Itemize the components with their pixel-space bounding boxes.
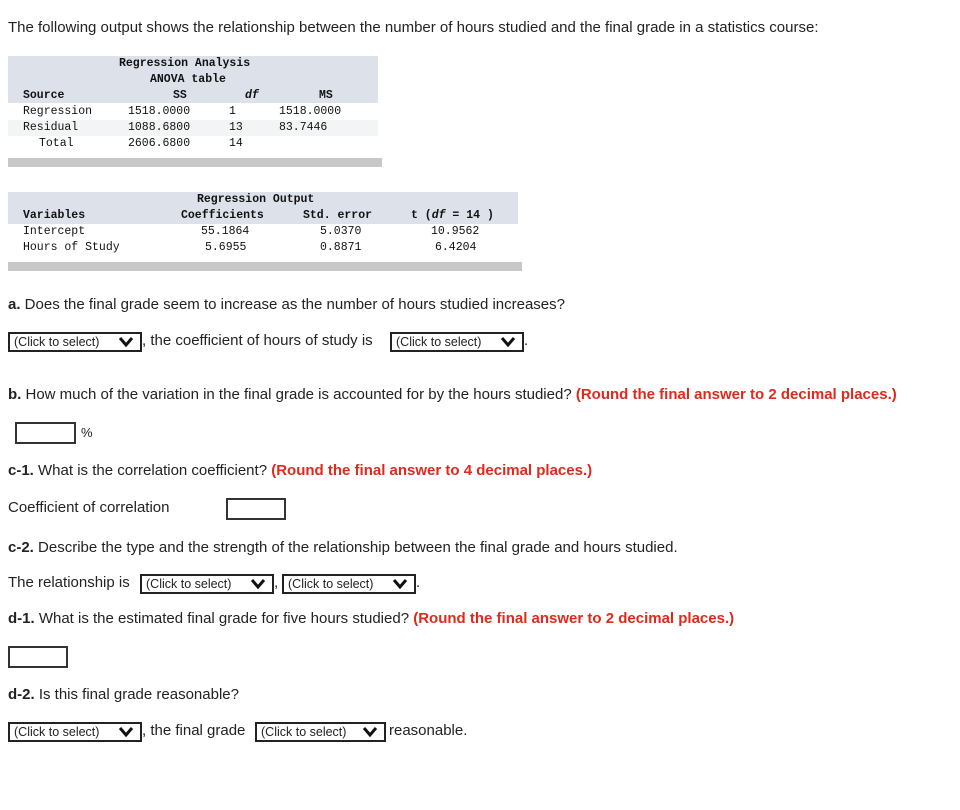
chevron-down-icon <box>118 726 134 738</box>
regression-cell-se: 0.8871 <box>320 241 362 254</box>
c2-end: . <box>416 574 421 591</box>
a-middle-text: , the coefficient of hours of study is <box>142 332 373 349</box>
regression-col-t: t (df = 14 ) <box>411 209 494 222</box>
anova-col-df: df <box>245 89 259 102</box>
d2-middle-text: , the final grade <box>142 722 246 739</box>
anova-cell-source: Residual <box>23 121 79 134</box>
anova-col-ss: SS <box>173 89 187 102</box>
a-coefficient-select[interactable]: (Click to select) <box>390 332 524 352</box>
intro-text: The following output shows the relationship between the number of hours studied and the final grade in a statistics course: <box>8 19 819 36</box>
anova-cell-ms: 1518.0000 <box>279 105 342 118</box>
question-b: b. How much of the variation in the final grade is accounted for by the hours studied? (Round the final answer to 2 decimal places.) <box>8 386 897 403</box>
regression-cell-coef: 55.1864 <box>201 225 250 238</box>
chevron-down-icon <box>392 578 408 590</box>
anova-title: Regression Analysis <box>119 57 251 70</box>
b-percent-unit: % <box>81 425 93 440</box>
regression-col-stderror: Std. error <box>303 209 373 222</box>
question-c2: c-2. Describe the type and the strength of the relationship between the final grade and hours studied. <box>8 539 678 556</box>
chevron-down-icon <box>118 336 134 348</box>
chevron-down-icon <box>500 336 516 348</box>
d1-grade-input[interactable] <box>8 646 68 668</box>
regression-title: Regression Output <box>197 193 315 206</box>
regression-cell-t: 10.9562 <box>431 225 480 238</box>
regression-footer-bar <box>8 262 522 271</box>
c2-sep: , <box>274 574 279 591</box>
anova-cell-source: Regression <box>23 105 93 118</box>
chevron-down-icon <box>362 726 378 738</box>
a-direction-select[interactable]: (Click to select) <box>8 332 142 352</box>
anova-cell-ss: 1518.0000 <box>128 105 191 118</box>
chevron-down-icon <box>250 578 266 590</box>
correlation-input[interactable] <box>226 498 286 520</box>
c2-prefix: The relationship is <box>8 574 130 591</box>
question-d1: d-1. What is the estimated final grade for five hours studied? (Round the final answer to 2 decimal places.) <box>8 610 735 627</box>
c2-type-select[interactable]: (Click to select) <box>140 574 274 594</box>
d2-is-select[interactable]: (Click to select) <box>255 722 386 742</box>
c2-strength-select[interactable]: (Click to select) <box>282 574 416 594</box>
regression-cell-variable: Hours of Study <box>23 241 120 254</box>
anova-footer-bar <box>8 158 382 167</box>
question-d2: d-2. Is this final grade reasonable? <box>8 686 239 703</box>
b-percent-input[interactable] <box>15 422 76 444</box>
anova-subtitle: ANOVA table <box>150 73 226 86</box>
regression-cell-variable: Intercept <box>23 225 86 238</box>
regression-col-coefficients: Coefficients <box>181 209 264 222</box>
anova-cell-df: 1 <box>229 105 236 118</box>
anova-cell-df: 14 <box>229 137 243 150</box>
question-c1: c-1. What is the correlation coefficient? (Round the final answer to 4 decimal places.) <box>8 462 593 479</box>
anova-cell-ss: 1088.6800 <box>128 121 191 134</box>
d2-end: reasonable. <box>389 722 468 739</box>
a-end: . <box>524 332 529 349</box>
anova-cell-ms: 83.7446 <box>279 121 328 134</box>
anova-cell-source: Total <box>39 137 74 150</box>
anova-col-ms: MS <box>319 89 333 102</box>
anova-cell-df: 13 <box>229 121 243 134</box>
regression-col-variables: Variables <box>23 209 86 222</box>
regression-cell-coef: 5.6955 <box>205 241 247 254</box>
regression-cell-se: 5.0370 <box>320 225 362 238</box>
d2-yesno-select[interactable]: (Click to select) <box>8 722 142 742</box>
c1-field-label: Coefficient of correlation <box>8 499 170 516</box>
regression-cell-t: 6.4204 <box>435 241 477 254</box>
question-a: a. Does the final grade seem to increase as the number of hours studied increases? <box>8 296 565 313</box>
anova-col-source: Source <box>23 89 65 102</box>
anova-cell-ss: 2606.6800 <box>128 137 191 150</box>
